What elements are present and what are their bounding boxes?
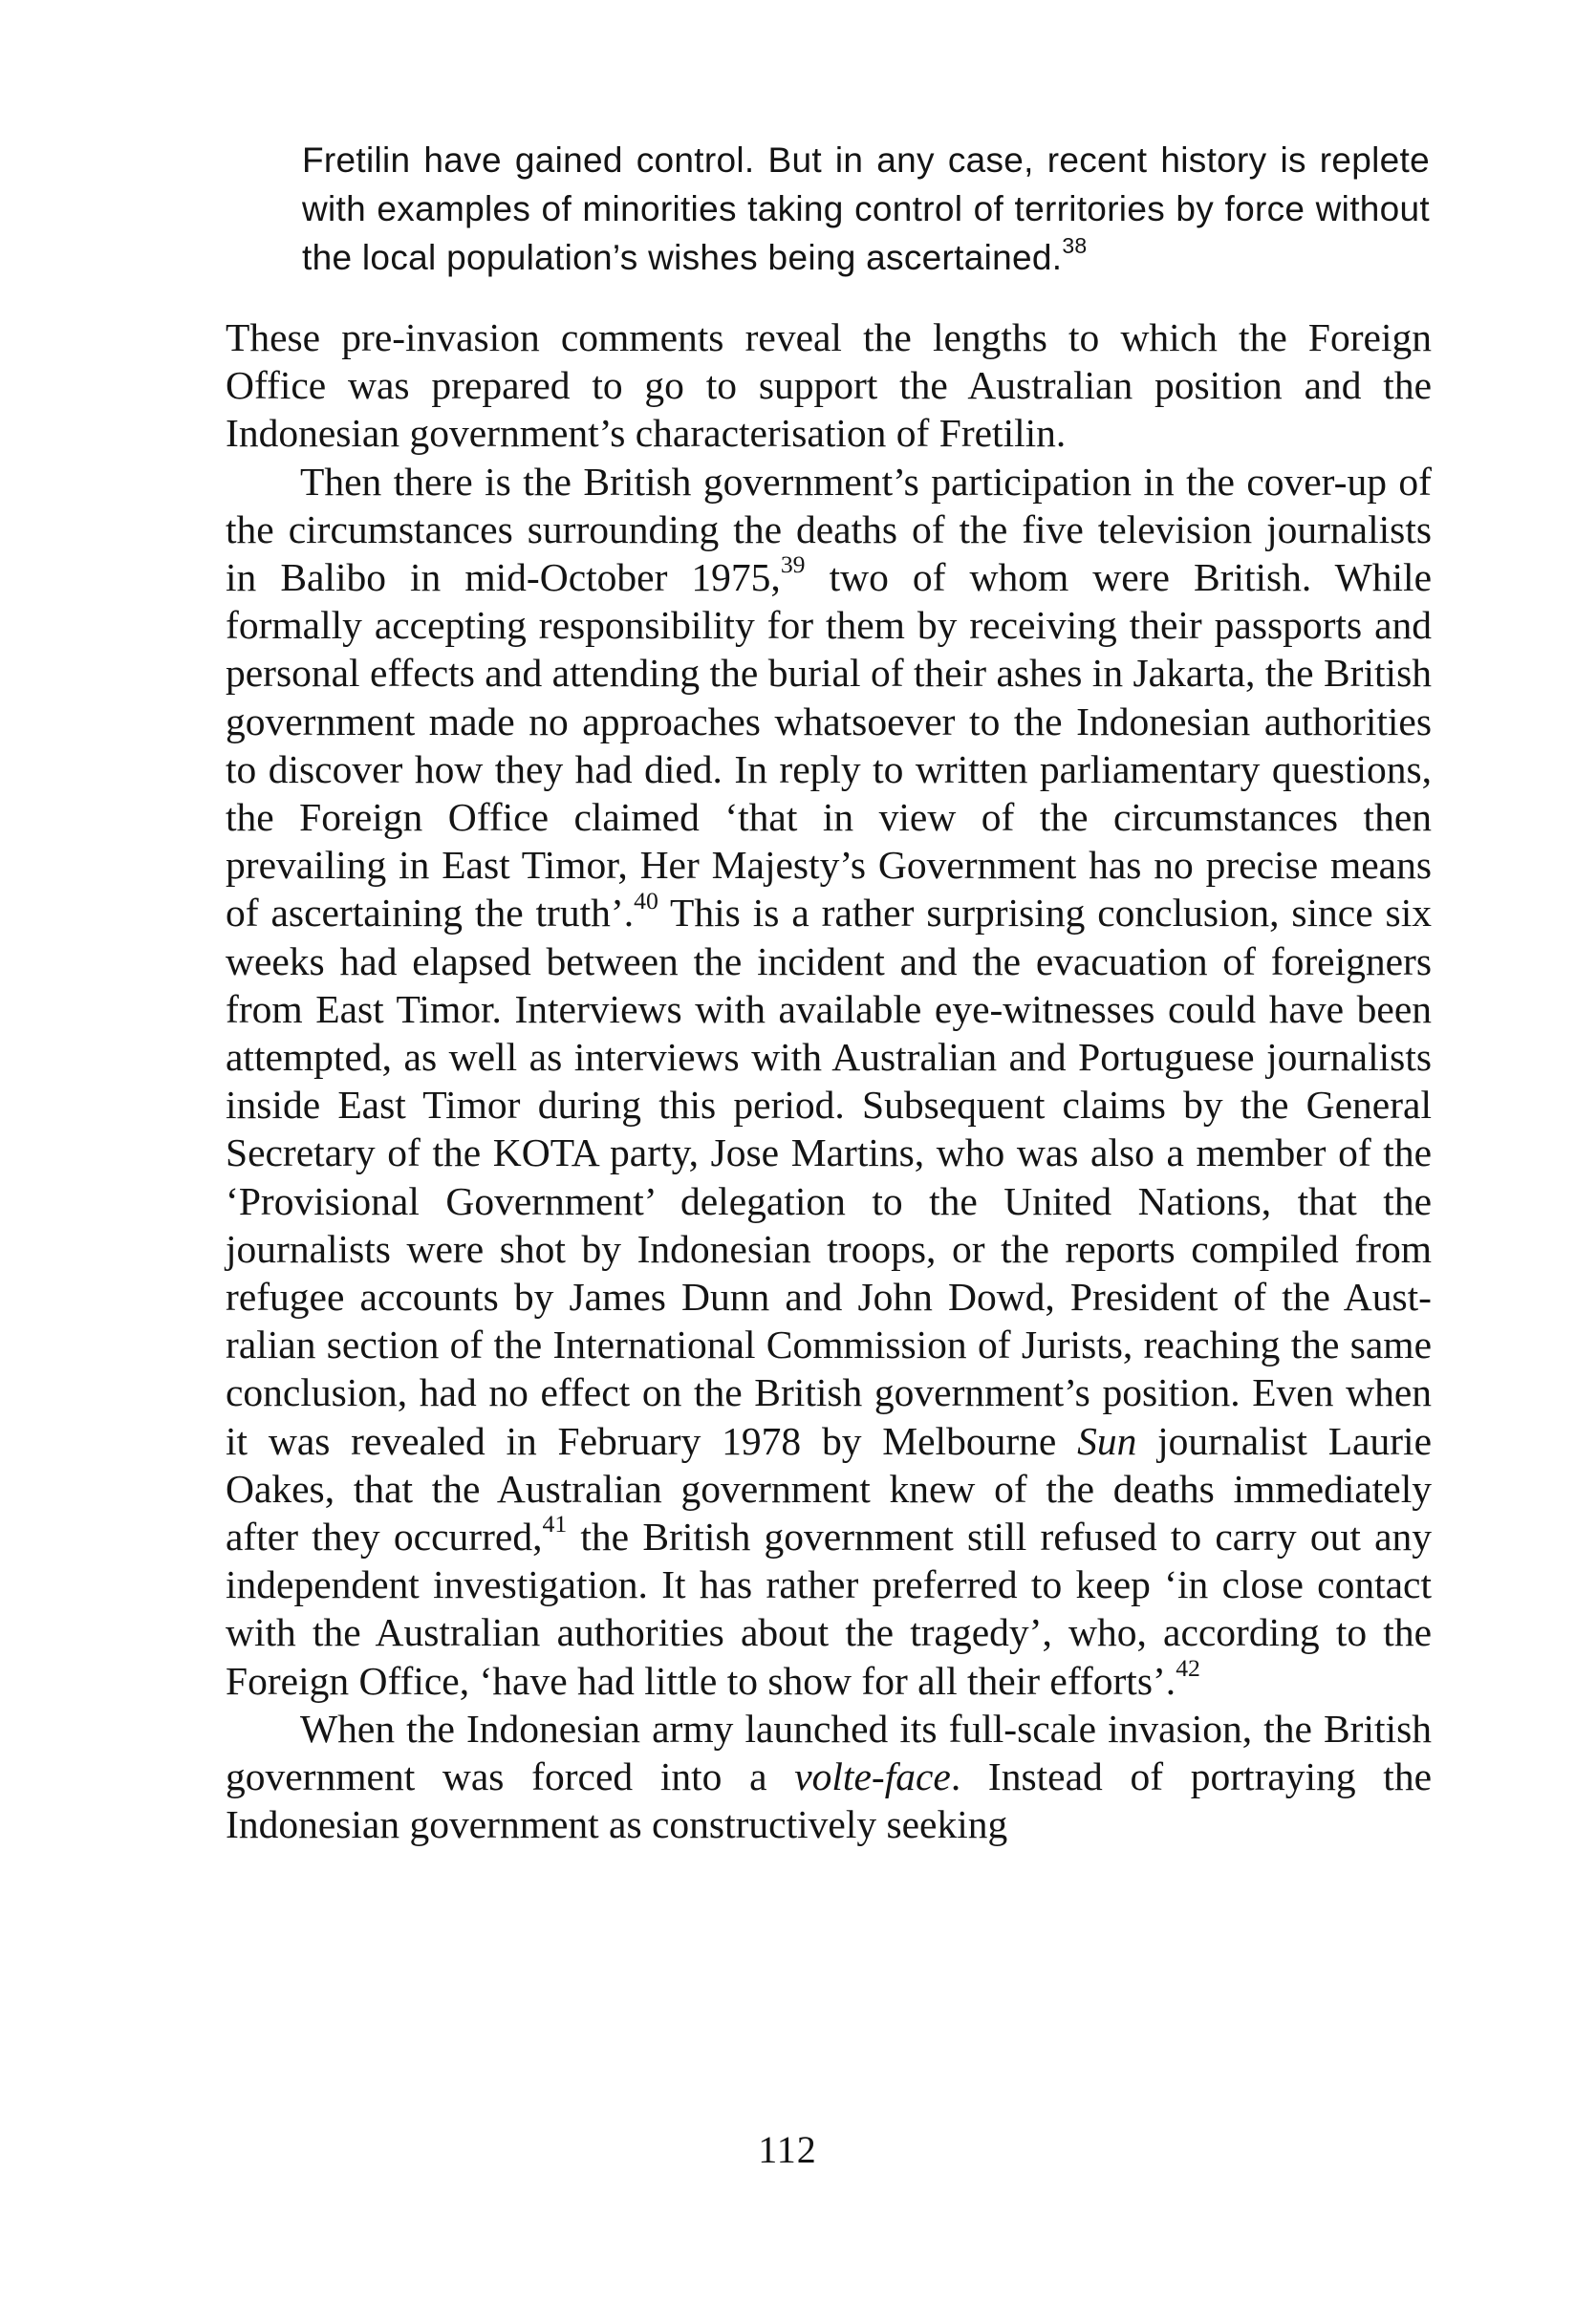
- footnote-ref-41: 41: [542, 1510, 568, 1539]
- footnote-ref-40: 40: [634, 886, 658, 915]
- paragraph-1-text: These pre-invasion comments reveal the lengths to which the Foreign Office was prepared to go to support the Australian position and the Indonesian government’s characterisation of Fretilin.: [226, 315, 1432, 456]
- footnote-ref-39: 39: [780, 550, 806, 579]
- quote-text: Fretilin have gained control. But in any case, recent history is replete with examples of minorities taking control of territories by force without the local population’s wishes being ascertained.: [302, 140, 1430, 277]
- page-number: 112: [758, 2128, 817, 2171]
- paragraph-2-part-3: This is a rather surprising conclusion, since six weeks had elapsed between the incident and the evacuation of foreigners from East Timor. Interviews with available eye-witnesses could have been attempted, as well as interviews with Australian and Portuguese journalists inside East Timor during this period. Subsequent claims by the General Secretary of the KOTA party, Jose Martins, who was also a member of the ‘Provisional Government’ delegation to the United Nations, that the journalists were shot by Indonesian troops, or the reports compiled from refugee accounts by James Dunn and John Dowd, President of the Australian section of the International Commission of Jurists, reaching the same conclusion, had no effect on the British government’s position. Even when it was revealed in February 1978 by Melbourne: [226, 891, 1432, 1463]
- paragraph-2-part-5: the British government still refused to carry out any independent investigation. It has rather preferred to keep ‘in close contact with the Australian authorities about the tragedy’, who, according to the Foreign Office, ‘have had little to show for all their efforts’.: [226, 1515, 1432, 1703]
- newspaper-title: Sun: [1077, 1418, 1137, 1463]
- paragraph-2-part-1: Then there is the British government’s participation in the cover-up of the circumstances surrounding the deaths of the five television journalists in Balibo in mid-October 1975,: [226, 459, 1432, 600]
- paragraph-3-part-1: When the Indonesian army launched its full-scale invasion, the British government was forced into a: [226, 1706, 1432, 1799]
- paragraph-2-part-4: journalist Laurie Oakes, that the Australian government knew of the deaths immediately after they occurred,: [226, 1418, 1432, 1560]
- italic-term: volte-face: [794, 1754, 951, 1799]
- paragraph-2-part-2: two of whom were British. While formally accepting responsibility for them by receiving their passports and personal effects and attending the burial of their ashes in Jakarta, the British government made no approaches whatsoever to the Indonesian authorities to discover how they had died. In reply to written parliamentary questions, the Foreign Office claimed ‘that in view of the circumstances then prevailing in East Timor, Her Majesty’s Government has no precise means of ascertaining the truth’.: [226, 555, 1432, 936]
- footnote-ref-38: 38: [1062, 233, 1088, 259]
- paragraph-2: [226, 458, 1432, 1705]
- paragraph-3: [226, 1705, 1432, 1849]
- paragraph-1: [226, 313, 1432, 458]
- block-quote: [302, 136, 1430, 282]
- footnote-ref-42: 42: [1176, 1654, 1200, 1682]
- main-text: [226, 313, 1432, 1849]
- paragraph-3-part-2: . Instead of portraying the Indonesian government as constructively seeking: [226, 1754, 1432, 1847]
